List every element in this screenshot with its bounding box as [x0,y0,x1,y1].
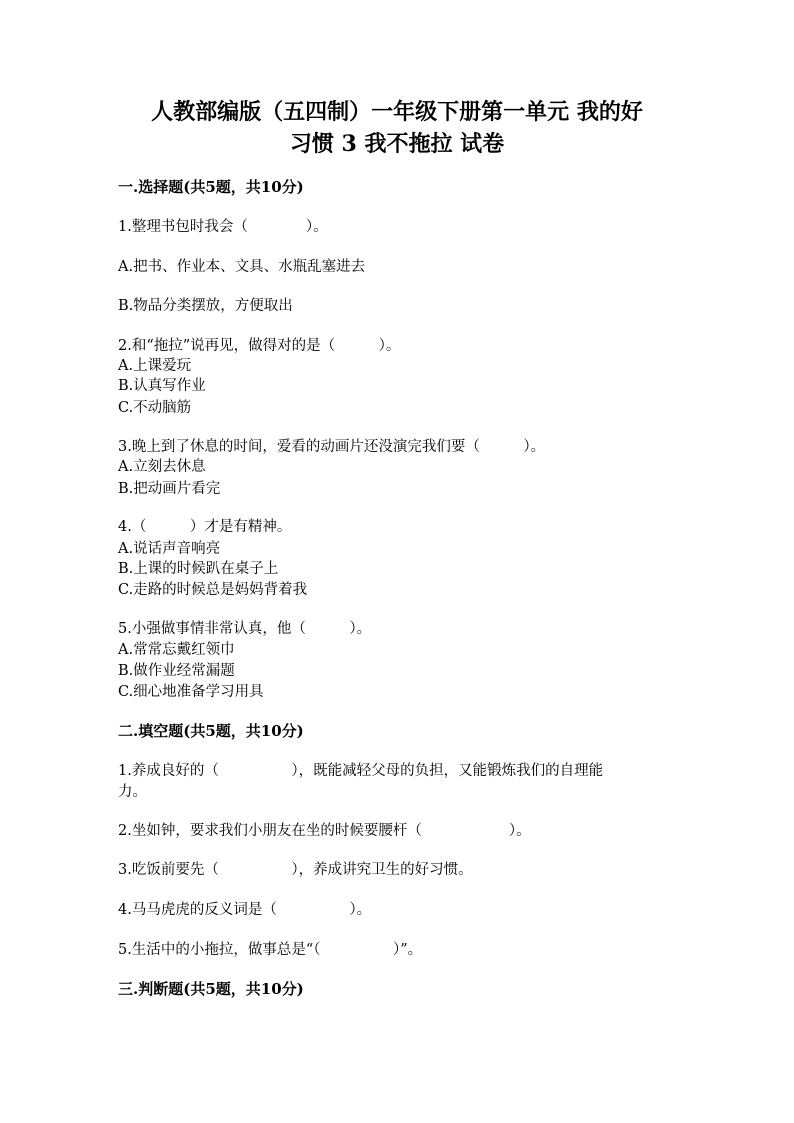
question-stem: 4.（ ）才是有精神。 [118,519,292,535]
question-stem: 2.坐如钟，要求我们小朋友在坐的时候要腰杆（ ）。 [118,823,531,839]
question-stem: 3.吃饭前要先（ ），养成讲究卫生的好习惯。 [118,862,473,878]
question-stem: 5.生活中的小拖拉，做事总是“（ ）”。 [118,942,423,958]
question-stem-continued: 力。 [118,784,147,800]
question-option: B.上课的时候趴在桌子上 [118,561,279,577]
question-option: C.走路的时候总是妈妈背着我 [118,582,308,598]
question-stem: 5.小强做事情非常认真，他（ ）。 [118,621,372,637]
question-option: B.物品分类摆放，方便取出 [118,298,293,314]
question-option: B.把动画片看完 [118,481,221,497]
question-option: B.认真写作业 [118,378,206,394]
section-heading-judge: 三.判断题(共5题，共10分) [118,980,304,998]
question-option: A.把书、作业本、文具、水瓶乱塞进去 [118,259,366,275]
title-line-2: 习惯 3 我不拖拉 试卷 [289,131,505,157]
question-option: A.说话声音响亮 [118,541,221,557]
question-option: B.做作业经常漏题 [118,663,235,679]
question-stem: 1.养成良好的（ ），既能减轻父母的负担，又能锻炼我们的自理能 [118,763,604,779]
question-stem: 4.马马虎虎的反义词是（ ）。 [118,902,372,918]
section-heading-fill: 二.填空题(共5题，共10分) [118,722,304,740]
question-option: C.不动脑筋 [118,400,192,416]
question-option: A.立刻去休息 [118,459,206,475]
section-heading-choice: 一.选择题(共5题，共10分) [118,178,304,196]
question-option: A.常常忘戴红领巾 [118,642,235,658]
question-stem: 1.整理书包时我会（ ）。 [118,219,328,235]
question-option: A.上课爱玩 [118,358,192,374]
question-stem: 3.晚上到了休息的时间，爱看的动画片还没演完我们要（ ）。 [118,439,546,455]
title-line-1: 人教部编版（五四制）一年级下册第一单元 我的好 [151,99,643,125]
question-option: C.细心地准备学习用具 [118,684,264,700]
question-stem: 2.和“拖拉”说再见，做得对的是（ ）。 [118,338,401,354]
document-title [60,96,734,160]
